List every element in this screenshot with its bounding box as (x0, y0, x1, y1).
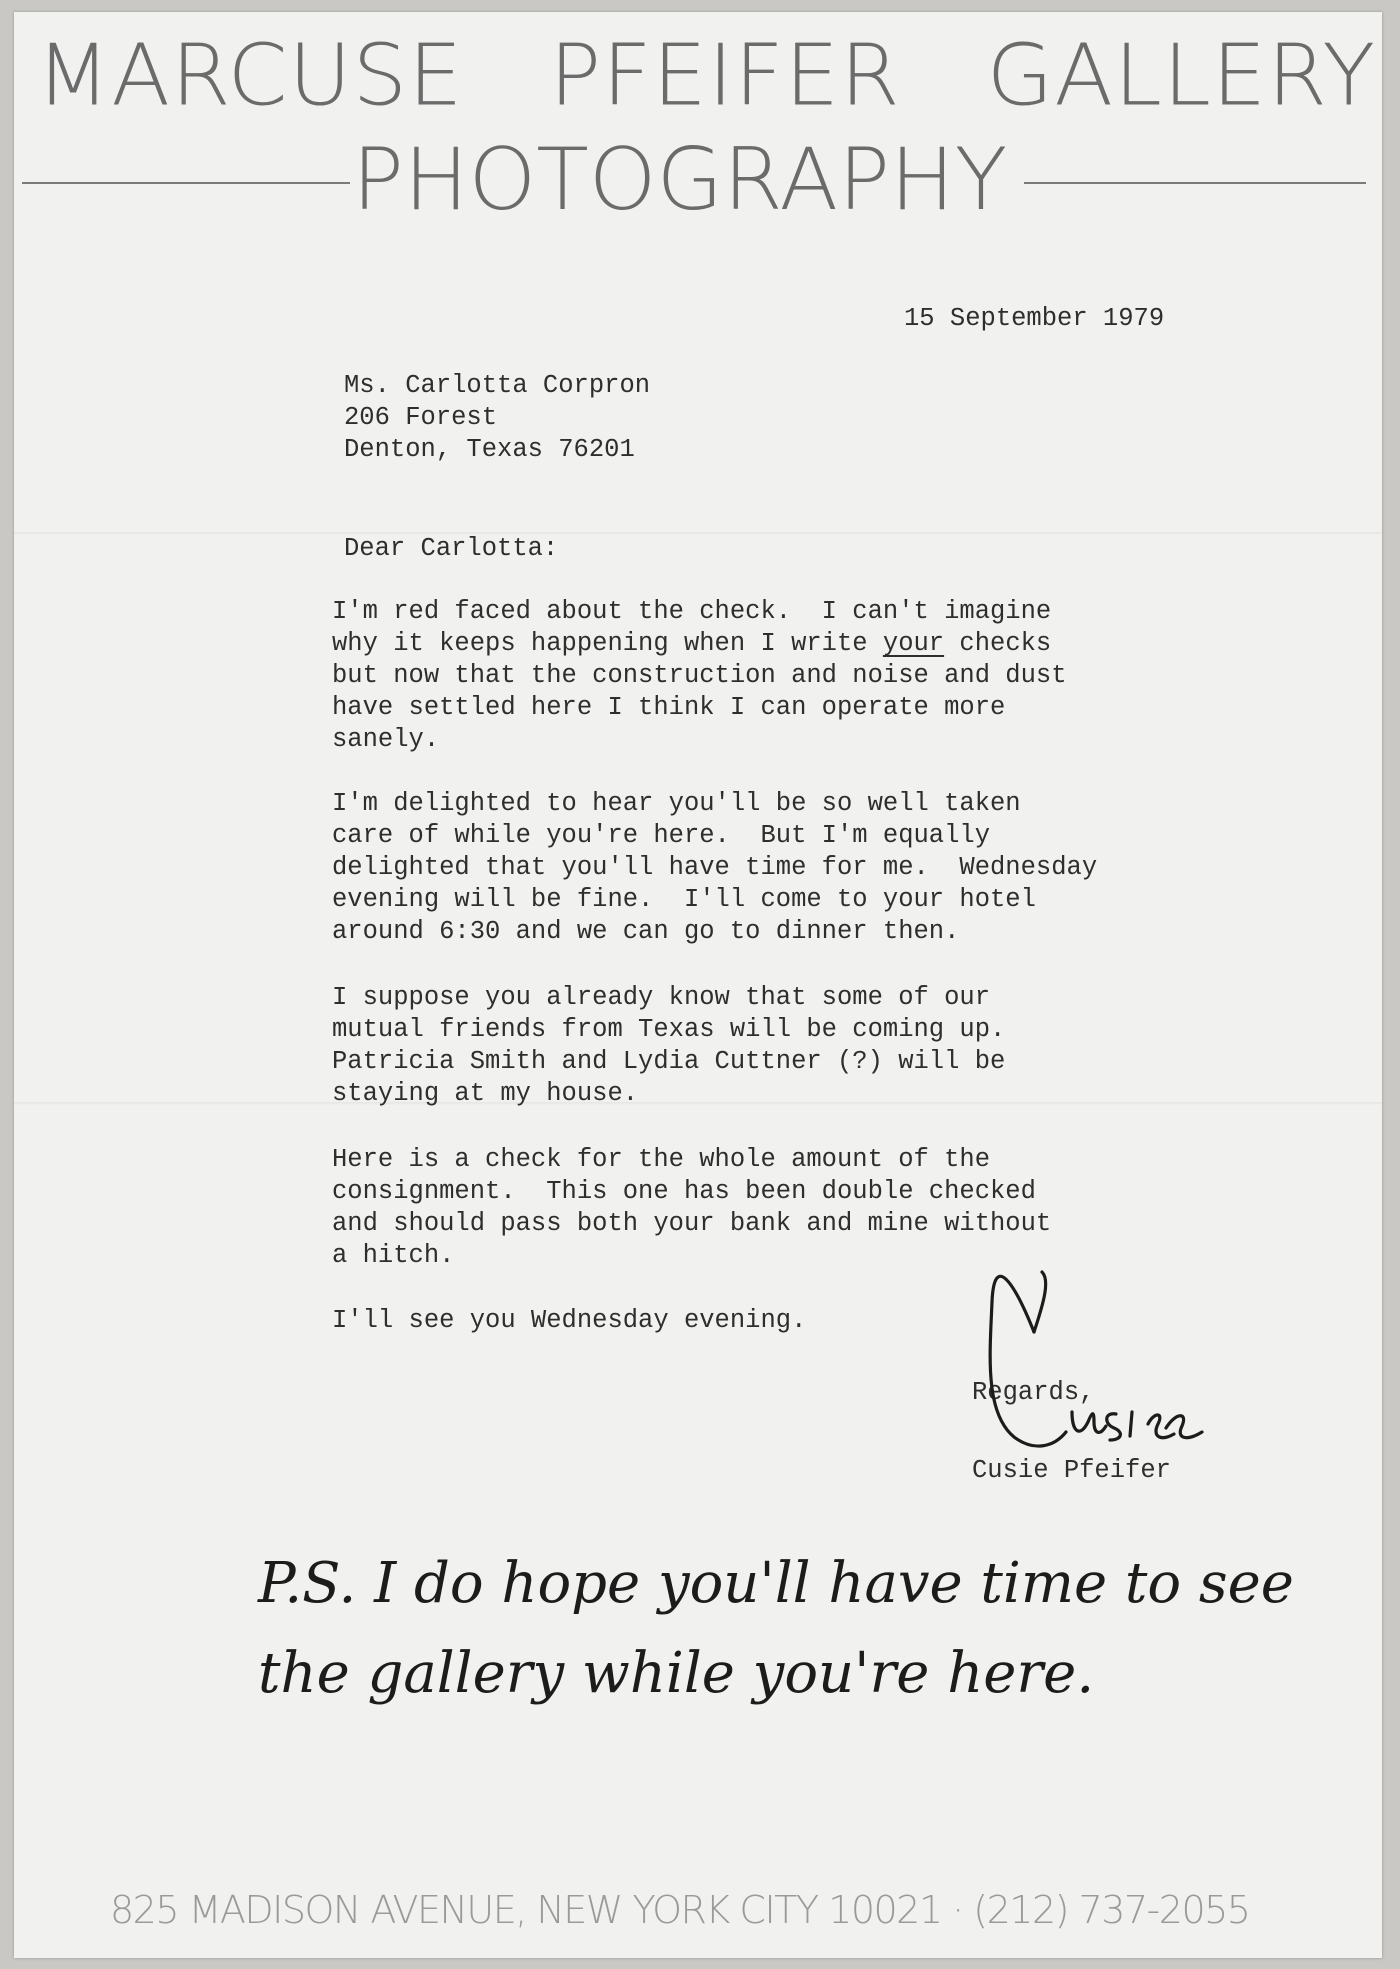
letter-date: 15 September 1979 (904, 304, 1165, 333)
text-line: evening will be fine. I'll come to your hotel (332, 885, 1036, 914)
paragraph-1 (332, 596, 1067, 756)
postscript-line-1: P.S. I do hope you'll have time to see (258, 1551, 1294, 1616)
text-line: consignment. This one has been double checked (332, 1177, 1036, 1206)
letter-page (14, 12, 1382, 1958)
text-line: Patricia Smith and Lydia Cuttner (?) will be (332, 1047, 1006, 1076)
text-line: I'm delighted to hear you'll be so well taken (332, 789, 1021, 818)
recipient-street: 206 Forest (344, 403, 498, 432)
salutation: Dear Carlotta: (344, 534, 559, 563)
letterhead-word: MARCUSE (36, 26, 464, 125)
recipient-city: Denton, Texas 76201 (344, 435, 635, 464)
letterhead-gallery-name (36, 26, 1376, 125)
text-segment: why it keeps happening when I write (332, 629, 883, 658)
handwritten-postscript (244, 1522, 1324, 1742)
letterhead-word: PFEIFER (549, 26, 901, 125)
recipient-name: Ms. Carlotta Corpron (344, 371, 651, 400)
text-line: have settled here I think I can operate more (332, 693, 1006, 722)
text-line: care of while you're here. But I'm equally (332, 821, 991, 850)
text-line: I'm red faced about the check. I can't imagine (332, 597, 1052, 626)
text-line: around 6:30 and we can go to dinner then. (332, 917, 960, 946)
handwritten-signature (954, 1262, 1214, 1482)
letterhead-subtitle-row (14, 130, 1382, 230)
text-line: Here is a check for the whole amount of the (332, 1145, 991, 1174)
text-line: and should pass both your bank and mine without (332, 1209, 1052, 1238)
text-line: I suppose you already know that some of our (332, 983, 991, 1012)
text-segment: checks (944, 629, 1052, 658)
letterhead-rule-left (22, 182, 350, 184)
regards: Regards, (972, 1378, 1095, 1407)
letterhead-rule-right (1024, 182, 1366, 184)
text-line: delighted that you'll have time for me. Wednesday (332, 853, 1098, 882)
postscript-line-2: the gallery while you're here. (258, 1641, 1095, 1706)
emphasis-your: your (882, 629, 945, 658)
letterhead-word: GALLERY (986, 26, 1376, 125)
text-line: but now that the construction and noise and dust (332, 661, 1067, 690)
paper-fold (14, 532, 1382, 536)
signed-name: Cusie Pfeifer (972, 1456, 1171, 1485)
footer-address: 825 MADISON AVENUE, NEW YORK CITY 10021 · (212) 737-2055 (110, 1888, 1250, 1932)
closing-line: I'll see you Wednesday evening. (332, 1306, 807, 1335)
text-line: a hitch. (332, 1241, 455, 1270)
recipient-address (344, 370, 650, 466)
paragraph-3 (332, 982, 1005, 1110)
text-line: staying at my house. (332, 1079, 639, 1108)
paragraph-4 (332, 1144, 1051, 1272)
text-line (332, 628, 1067, 660)
text-line: sanely. (332, 725, 440, 754)
text-line: mutual friends from Texas will be coming up. (332, 1015, 1006, 1044)
paragraph-2 (332, 788, 1097, 948)
letterhead-subtitle: PHOTOGRAPHY (352, 130, 1008, 230)
